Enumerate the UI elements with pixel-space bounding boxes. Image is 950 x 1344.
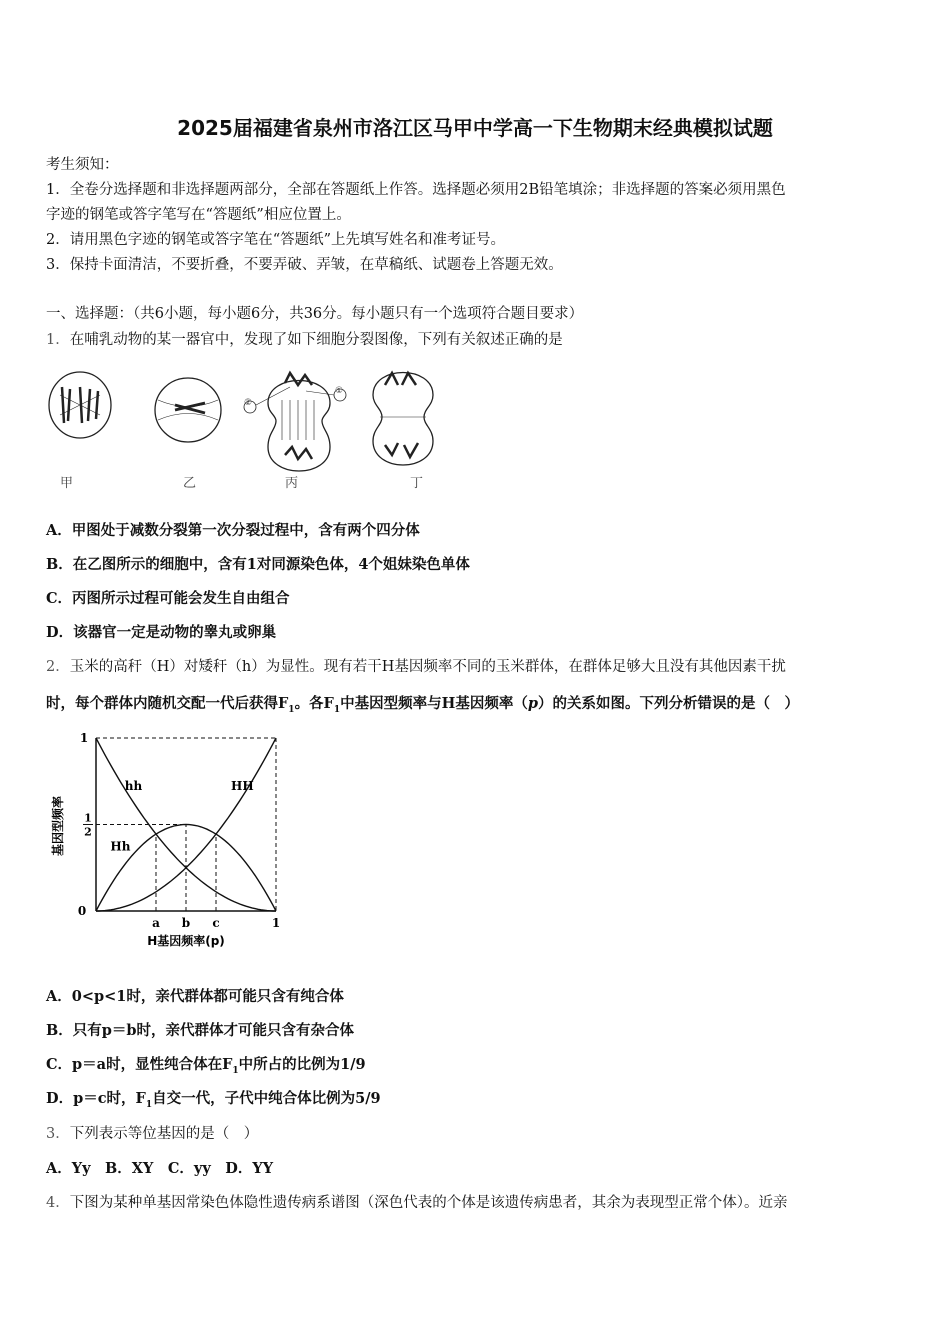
q2-stem-part4: ）的关系如图。下列分析错误的是（ ）	[537, 695, 799, 712]
chart-svg	[46, 726, 296, 956]
question-1-stem	[46, 328, 563, 349]
q2-option-b: B．只有p＝b时，亲代群体才可能只含有杂合体	[46, 1022, 355, 1039]
mark-1: ①	[335, 386, 344, 396]
question-1-text: 在哺乳动物的某一器官中，发现了如下细胞分裂图像，下列有关叙述正确的是	[69, 332, 563, 348]
q2-d-part2: 自交一代，子代中纯合体比例为5/9	[152, 1090, 381, 1107]
question-2-stem-b	[46, 692, 799, 715]
q2-stem-part1: 时，每个群体内随机交配一代后获得F	[46, 695, 289, 712]
q1-option-c: C．丙图所示过程可能会发生自由组合	[46, 590, 290, 607]
y-tick-half-den: 2	[84, 825, 92, 839]
notice-item-3: 3．保持卡面清洁，不要折叠，不要弄破、弄皱，在草稿纸、试题卷上答题无效。	[46, 257, 563, 273]
series-label-Hh: Hh	[110, 839, 131, 854]
q1-option-a: A．甲图处于减数分裂第一次分裂过程中，含有两个四分体	[46, 522, 420, 539]
label-yi: 乙	[183, 476, 197, 491]
notice-item-1b: 字迹的钢笔或答字笔写在“答题纸”相应位置上。	[46, 207, 351, 223]
question-1-number: 1．	[46, 332, 70, 348]
q2-d-sub: 1	[145, 1099, 153, 1110]
question-2-stem-a	[46, 655, 786, 676]
q2-d-part1: D．p＝c时，F	[46, 1090, 146, 1107]
cell-jia	[49, 372, 111, 438]
question-3-stem	[46, 1122, 258, 1143]
page-title: 2025届福建省泉州市洛江区马甲中学高一下生物期末经典模拟试题	[177, 116, 773, 140]
q2-stem-part3: 中基因型频率与H基因频率（	[340, 695, 528, 712]
y-tick-half-num: 1	[84, 811, 92, 825]
question-4-number: 4．	[46, 1195, 70, 1211]
question-2-number: 2．	[46, 659, 70, 675]
q2-c-part2: 中所占的比例为1/9	[238, 1056, 366, 1073]
q2-sub2: 1	[333, 704, 341, 715]
label-bing: 丙	[285, 476, 299, 491]
cell-bing	[244, 373, 346, 471]
q1-option-b: B．在乙图所示的细胞中，含有1对同源染色体，4个姐妹染色单体	[46, 556, 470, 573]
q2-stem-part2: 。各F	[294, 695, 334, 712]
x-tick-2: b	[181, 916, 191, 930]
question-3-text: 下列表示等位基因的是（ ）	[69, 1126, 259, 1142]
y-tick-1: 1	[79, 731, 89, 745]
q2-option-c	[46, 1053, 366, 1076]
label-ding: 丁	[410, 476, 424, 491]
q2-p: p	[527, 695, 538, 712]
y-axis-label: 基因型频率	[51, 795, 65, 857]
q3-options: A．Yy B．XY C．yy D．YY	[46, 1160, 274, 1177]
cell-drawings	[40, 355, 460, 495]
mark-2: ②	[244, 398, 253, 408]
x-axis-label: H基因频率(p)	[147, 934, 225, 948]
q2-c-part1: C．p＝a时，显性纯合体在F	[46, 1056, 233, 1073]
q1-option-d: D．该器官一定是动物的睾丸或卵巢	[46, 624, 277, 641]
cell-division-figure	[40, 355, 460, 495]
genotype-frequency-chart	[46, 726, 296, 956]
x-tick-4: 1	[271, 916, 281, 930]
q2-option-d	[46, 1087, 381, 1110]
label-jia: 甲	[60, 476, 74, 491]
notice-item-2: 2．请用黑色字迹的钢笔或答字笔在“答题纸”上先填写姓名和准考证号。	[46, 232, 506, 248]
q2-c-sub: 1	[232, 1065, 239, 1076]
x-tick-0: 0	[77, 904, 87, 918]
question-3-number: 3．	[46, 1126, 70, 1142]
q2-option-a: A．0<p<1时，亲代群体都可能只含有纯合体	[46, 988, 344, 1005]
series-label-HH: HH	[231, 778, 254, 793]
notice-heading: 考生须知：	[46, 157, 119, 173]
question-2-text-a: 玉米的高秆（H）对矮秆（h）为显性。现有若干H基因频率不同的玉米群体，在群体足够大且没有其他因素干扰	[69, 659, 786, 675]
cell-ding	[373, 373, 433, 466]
q2-sub1: 1	[288, 704, 295, 715]
notice-item-1a: 1．全卷分选择题和非选择题两部分，全部在答题纸上作答。选择题必须用2B铅笔填涂；非选择题的答案必须用黑色	[46, 182, 786, 198]
x-tick-1: a	[152, 916, 160, 930]
series-label-hh: hh	[124, 778, 143, 793]
x-tick-3: c	[212, 916, 220, 930]
question-4-text: 下图为某种单基因常染色体隐性遗传病系谱图（深色代表的个体是该遗传病患者，其余为表现型正常个体）。近亲	[69, 1195, 788, 1211]
section-heading: 一、选择题：（共6小题，每小题6分，共36分。每小题只有一个选项符合题目要求）	[46, 306, 584, 322]
question-4-stem	[46, 1191, 787, 1212]
cell-yi	[155, 378, 221, 442]
